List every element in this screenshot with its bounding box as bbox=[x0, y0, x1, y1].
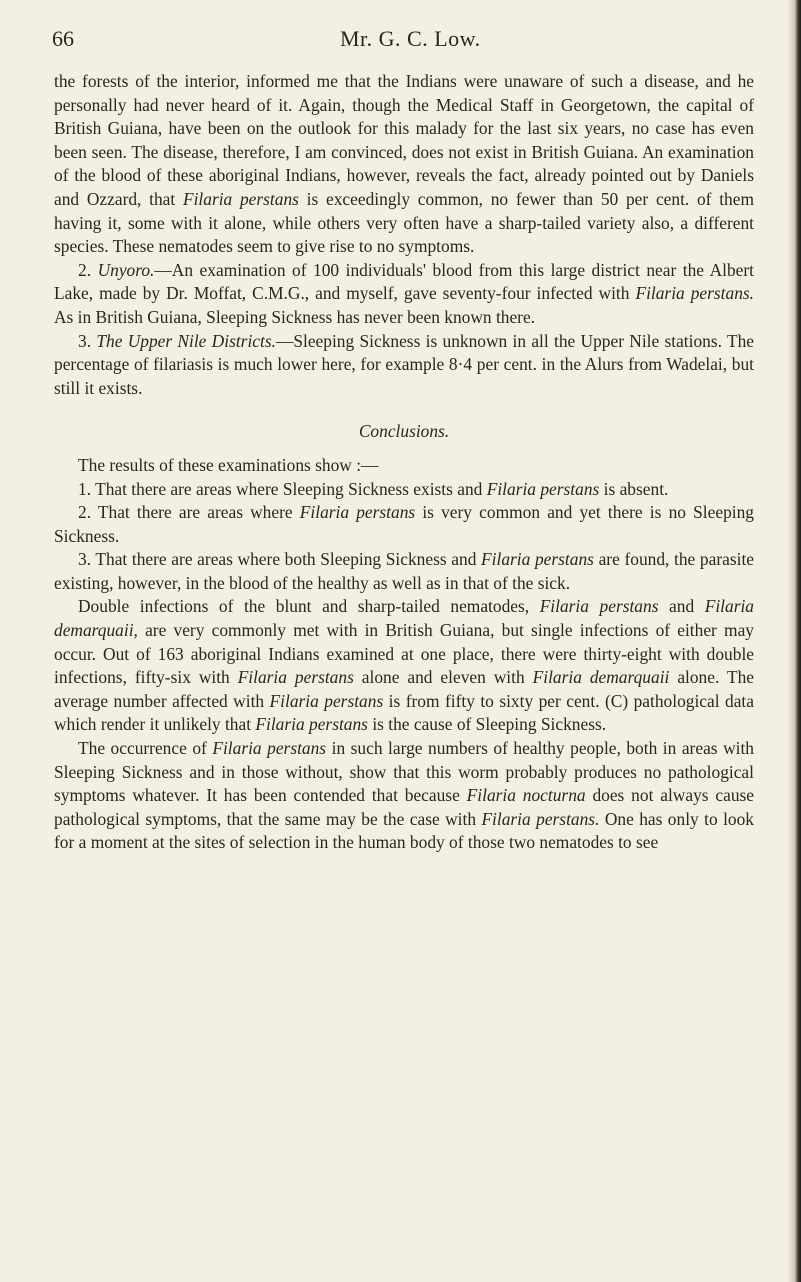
conclusion-item-2: 2. That there are areas where Filaria perstans is very common and yet there is no Sleeping Sickness. bbox=[54, 502, 754, 546]
paragraph-upper-nile: 3. The Upper Nile Districts.—Sleeping Sickness is unknown in all the Upper Nile stations. The percentage of filariasis is much lower here, for example 8·4 per cent. in the Alurs from Wadelai, but still it exists. bbox=[54, 330, 754, 398]
body-text bbox=[54, 70, 754, 855]
paragraph-results-intro: The results of these examinations show :— bbox=[78, 454, 379, 475]
conclusion-item-1: 1. That there are areas where Sleeping Sickness exists and Filaria perstans is absent. bbox=[78, 478, 669, 499]
conclusion-item-3: 3. That there are areas where both Sleeping Sickness and Filaria perstans are found, the parasite existing, however, in the blood of the healthy as well as in that of the sick. bbox=[54, 549, 754, 593]
paragraph-unyoro: 2. Unyoro.—An examination of 100 individuals' blood from this large district near the Albert Lake, made by Dr. Moffat, C.M.G., and myself, gave seventy-four infected with Filaria perstans. As in British Guiana, Sleeping Sickness has never been known there. bbox=[54, 259, 755, 327]
paragraph-1: the forests of the interior, informed me that the Indians were unaware of such a disease, and he personally had never heard of it. Again, though the Medical Staff in Georgetown, the capital of British Guiana, have been on the outlook for this malady for the last six years, no case has even been seen. The disease, therefore, I am convinced, does not exist in British Guiana. An examination of the blood of these aboriginal Indians, however, reveals the fact, already pointed out by Daniels and Ozzard, that Filaria perstans is exceedingly common, no fewer than 50 per cent. of them having it, some with it alone, while others very often have a sharp-tailed variety also, a different species. These nematodes seem to give rise to no symptoms. bbox=[54, 71, 754, 257]
paragraph-double-infections: Double infections of the blunt and sharp-tailed nematodes, Filaria perstans and Filaria demarquaii, are very commonly met with in British Guiana, but single infections of either may occur. Out of 163 aboriginal Indians examined at one place, there were thirty-eight with double infections, fifty-six with Filaria perstans alone and eleven with Filaria demarquaii alone. The average number affected with Filaria perstans is from fifty to sixty per cent. (C) pathological data which render it unlikely that Filaria perstans is the cause of Sleeping Sickness. bbox=[54, 596, 754, 735]
page-edge-shadow bbox=[787, 0, 801, 1282]
page-number: 66 bbox=[52, 26, 74, 51]
running-head: Mr. G. C. Low. bbox=[340, 26, 481, 51]
section-heading-conclusions: Conclusions. bbox=[358, 421, 450, 442]
page-header bbox=[52, 26, 752, 56]
paragraph-occurrence: The occurrence of Filaria perstans in such large numbers of healthy people, both in areas with Sleeping Sickness and in those without, show that this worm probably produces no pathological symptoms whatever. It has been contended that because Filaria nocturna does not always cause pathological symptoms, that the same may be the case with Filaria perstans. One has only to look for a moment at the sites of selection in the human body of those two nematodes to see bbox=[54, 738, 755, 853]
